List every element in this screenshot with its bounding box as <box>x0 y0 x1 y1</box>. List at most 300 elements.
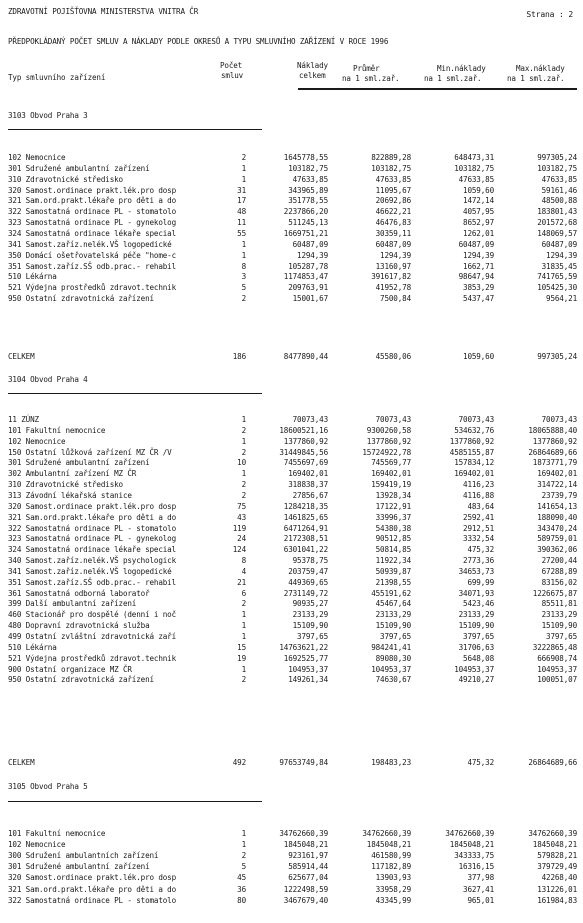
total-cost-cell: 2237866,20 <box>283 207 328 217</box>
average-cost-cell: 13903,93 <box>375 873 411 883</box>
max-cost-cell: 103182,75 <box>537 163 577 173</box>
count-cell: 6 <box>241 588 246 598</box>
min-cost-cell: 2592,41 <box>463 512 494 522</box>
total-cost-cell: 47633,85 <box>292 174 328 184</box>
total-cost-cell: 511245,13 <box>288 218 328 228</box>
table-row <box>0 674 583 685</box>
type-cell: 350 Domácí ošetřovatelská péče "home-c <box>8 250 177 260</box>
col-total-label-2: celkem <box>299 71 326 80</box>
total-cost-cell: 104953,37 <box>288 664 328 674</box>
header-rule <box>298 88 577 90</box>
table-row <box>0 861 583 872</box>
table-row <box>0 653 583 664</box>
table-row <box>0 468 583 479</box>
type-cell: 323 Samostatná ordinace PL - gynekolog <box>8 218 177 228</box>
average-cost-cell: 30359,11 <box>375 228 411 238</box>
max-cost-cell: 18065888,40 <box>528 425 577 435</box>
average-cost-cell: 54380,38 <box>375 523 411 533</box>
max-cost-cell: 997305,24 <box>537 153 577 162</box>
max-cost-cell: 201572,68 <box>537 218 577 228</box>
type-cell: 324 Samostatná ordinace lékaře special <box>8 545 177 555</box>
total-row <box>0 757 583 768</box>
total-cost-cell: 2731149,72 <box>283 588 328 598</box>
col-min-label-2: na 1 sml.zař. <box>424 74 482 83</box>
average-cost-cell: 15109,90 <box>375 621 411 631</box>
count-cell: 8 <box>241 261 246 271</box>
average-cost-cell: 11095,67 <box>375 185 411 195</box>
page-number: Strana : 2 <box>526 10 573 19</box>
max-cost-cell: 85511,81 <box>541 599 577 609</box>
count-cell: 1 <box>241 163 246 173</box>
min-cost-cell: 169402,01 <box>454 469 494 479</box>
count-cell: 4 <box>241 566 246 576</box>
average-cost-cell: 1294,39 <box>380 250 411 260</box>
total-cost-cell: 34762660,39 <box>279 829 328 838</box>
max-cost-cell: 997305,24 <box>537 352 577 361</box>
col-max-label-1: Max.náklady <box>516 64 565 73</box>
average-cost-cell: 9300260,58 <box>366 425 411 435</box>
count-cell: 31 <box>237 185 246 195</box>
average-cost-cell: 15724922,78 <box>362 447 411 457</box>
table-row <box>0 642 583 653</box>
col-total-label-1: Náklady <box>297 61 328 70</box>
max-cost-cell: 3222865,48 <box>532 642 577 652</box>
count-cell: 2 <box>241 425 246 435</box>
average-cost-cell: 13928,34 <box>375 490 411 500</box>
col-count-label-2: smluv <box>221 71 244 80</box>
min-cost-cell: 4116,23 <box>463 480 494 490</box>
col-avg-label-2: na 1 sml.zař. <box>342 74 400 83</box>
type-cell: 310 Zdravotnické středisko <box>8 480 123 490</box>
min-cost-cell: 1059,60 <box>463 352 494 361</box>
total-cost-cell: 97653749,84 <box>279 758 328 767</box>
table-row <box>0 884 583 895</box>
table-row <box>0 414 583 425</box>
average-cost-cell: 45467,64 <box>375 599 411 609</box>
total-cost-cell: 105287,78 <box>288 261 328 271</box>
table-row <box>0 293 583 304</box>
max-cost-cell: 589759,01 <box>537 534 577 544</box>
type-cell: 324 Samostatná ordinace lékaře special <box>8 228 177 238</box>
count-cell: 1 <box>241 632 246 641</box>
type-cell: 322 Samostatná ordinace PL - stomatolo <box>8 895 177 905</box>
total-row <box>0 351 583 362</box>
average-cost-cell: 41952,78 <box>375 283 411 293</box>
min-cost-cell: 157834,12 <box>454 458 494 468</box>
min-cost-cell: 104953,37 <box>454 664 494 674</box>
total-cost-cell: 449369,65 <box>288 577 328 587</box>
type-cell: 399 Další ambulantní zařízení <box>8 599 137 609</box>
total-cost-cell: 27856,67 <box>292 490 328 500</box>
total-cost-cell: 14763621,22 <box>279 642 328 652</box>
type-cell: 301 Sdružené ambulantní zařízení <box>8 458 150 468</box>
col-type-label: Typ smluvního zařízení <box>8 73 106 82</box>
min-cost-cell: 475,32 <box>467 758 494 767</box>
average-cost-cell: 745569,77 <box>371 458 411 468</box>
max-cost-cell: 67288,89 <box>541 566 577 576</box>
total-cost-cell: 351778,55 <box>288 196 328 206</box>
column-header <box>0 61 583 87</box>
min-cost-cell: 1845048,21 <box>449 840 494 850</box>
min-cost-cell: 534632,76 <box>454 425 494 435</box>
table-row <box>0 228 583 239</box>
type-cell: 101 Fakultní nemocnice <box>8 425 106 435</box>
total-cost-cell: 203759,47 <box>288 566 328 576</box>
max-cost-cell: 27200,44 <box>541 556 577 566</box>
type-cell: 313 Závodní lékařská stanice <box>8 490 132 500</box>
table-row <box>0 850 583 861</box>
total-cost-cell: 1284218,35 <box>283 501 328 511</box>
table-row <box>0 152 583 163</box>
min-cost-cell: 648473,31 <box>454 153 494 162</box>
count-cell: 2 <box>241 294 246 304</box>
table-row <box>0 479 583 490</box>
type-cell: 150 Ostatní lůžková zařízení MZ ČR /V <box>8 447 172 457</box>
min-cost-cell: 60487,09 <box>458 239 494 249</box>
count-cell: 1 <box>241 250 246 260</box>
max-cost-cell: 26864689,66 <box>528 758 577 767</box>
count-cell: 124 <box>232 545 246 555</box>
average-cost-cell: 46476,83 <box>375 218 411 228</box>
total-cost-cell: 3467679,40 <box>283 895 328 905</box>
max-cost-cell: 83156,02 <box>541 577 577 587</box>
total-cost-cell: 1669751,21 <box>283 228 328 238</box>
type-cell: 321 Sam.ord.prakt.lékaře pro děti a do <box>8 884 177 894</box>
table-row <box>0 282 583 293</box>
section-rule <box>8 393 262 394</box>
table-row <box>0 501 583 512</box>
max-cost-cell: 161984,83 <box>537 895 577 905</box>
type-cell: 320 Samost.ordinace prakt.lék.pro dosp <box>8 501 177 511</box>
table-row <box>0 609 583 620</box>
max-cost-cell: 183801,43 <box>537 207 577 217</box>
col-min-label-1: Min.náklady <box>437 64 486 73</box>
table-row <box>0 447 583 458</box>
type-cell: 351 Samost.zaříz.SŠ odb.prac.- rehabil <box>8 261 177 271</box>
min-cost-cell: 1377860,92 <box>449 436 494 446</box>
min-cost-cell: 103182,75 <box>454 163 494 173</box>
total-cost-cell: 923161,97 <box>288 851 328 861</box>
total-cost-cell: 15001,67 <box>292 294 328 304</box>
table-row <box>0 163 583 174</box>
min-cost-cell: 343333,75 <box>454 851 494 861</box>
type-cell: 340 Samost.zaříz.nelék.VŠ psychologick <box>8 556 177 566</box>
min-cost-cell: 49210,27 <box>458 675 494 685</box>
count-cell: 19 <box>237 653 246 663</box>
max-cost-cell: 34762660,39 <box>528 829 577 838</box>
table-row <box>0 566 583 577</box>
max-cost-cell: 169402,01 <box>537 469 577 479</box>
count-cell: 2 <box>241 599 246 609</box>
type-cell: 341 Samost.zaříz.nelék.VŠ logopedické <box>8 566 172 576</box>
type-cell: 499 Ostatní zvláštní zdravotnická zaří <box>8 632 177 641</box>
min-cost-cell: 699,99 <box>467 577 494 587</box>
average-cost-cell: 455191,62 <box>371 588 411 598</box>
table-row <box>0 217 583 228</box>
average-cost-cell: 23133,29 <box>375 610 411 620</box>
max-cost-cell: 148069,57 <box>537 228 577 238</box>
min-cost-cell: 3797,65 <box>463 632 494 641</box>
table-row <box>0 512 583 523</box>
type-cell: 320 Samost.ordinace prakt.lék.pro dosp <box>8 185 177 195</box>
max-cost-cell: 48500,88 <box>541 196 577 206</box>
count-cell: 186 <box>232 352 246 361</box>
max-cost-cell: 100051,07 <box>537 675 577 685</box>
count-cell: 8 <box>241 556 246 566</box>
min-cost-cell: 1059,60 <box>463 185 494 195</box>
min-cost-cell: 2773,36 <box>463 556 494 566</box>
total-cost-cell: 103182,75 <box>288 163 328 173</box>
table-row <box>0 239 583 250</box>
average-cost-cell: 169402,01 <box>371 469 411 479</box>
min-cost-cell: 2912,51 <box>463 523 494 533</box>
average-cost-cell: 33996,37 <box>375 512 411 522</box>
type-cell: 521 Výdejna prostředků zdravot.technik <box>8 283 177 293</box>
type-cell: 320 Samost.ordinace prakt.lék.pro dosp <box>8 873 177 883</box>
max-cost-cell: 3797,65 <box>546 632 577 641</box>
average-cost-cell: 13160,97 <box>375 261 411 271</box>
count-cell: 1 <box>241 840 246 850</box>
total-cost-cell: 585914,44 <box>288 862 328 872</box>
count-cell: 15 <box>237 642 246 652</box>
average-cost-cell: 60487,09 <box>375 239 411 249</box>
section-title: 3104 Obvod Praha 4 <box>8 375 88 384</box>
max-cost-cell: 141654,13 <box>537 501 577 511</box>
max-cost-cell: 379729,49 <box>537 862 577 872</box>
type-cell: 102 Nemocnice <box>8 436 66 446</box>
max-cost-cell: 70073,43 <box>541 415 577 424</box>
type-cell: 460 Stacionář pro dospělé (denní i noč <box>8 610 177 620</box>
count-cell: 2 <box>241 447 246 457</box>
count-cell: 48 <box>237 207 246 217</box>
type-cell: 361 Samostatná odborná laboratoř <box>8 588 150 598</box>
min-cost-cell: 3627,41 <box>463 884 494 894</box>
table-row <box>0 895 583 906</box>
max-cost-cell: 26864689,66 <box>528 447 577 457</box>
min-cost-cell: 5648,08 <box>463 653 494 663</box>
average-cost-cell: 1377860,92 <box>366 436 411 446</box>
count-cell: 17 <box>237 196 246 206</box>
average-cost-cell: 1845048,21 <box>366 840 411 850</box>
max-cost-cell: 1294,39 <box>546 250 577 260</box>
table-row <box>0 261 583 272</box>
type-cell: 300 Sdružení ambulantních zařízení <box>8 851 159 861</box>
min-cost-cell: 98647,94 <box>458 272 494 282</box>
count-cell: 119 <box>232 523 246 533</box>
average-cost-cell: 50939,87 <box>375 566 411 576</box>
col-count-label-1: Počet <box>220 61 243 70</box>
type-cell: 950 Ostatní zdravotnická zařízení <box>8 294 154 304</box>
average-cost-cell: 11922,34 <box>375 556 411 566</box>
total-cost-cell: 8477890,44 <box>283 352 328 361</box>
total-label: CELKEM <box>8 352 35 361</box>
min-cost-cell: 34071,93 <box>458 588 494 598</box>
type-cell: 302 Ambulantní zařízení MZ ČR <box>8 469 137 479</box>
max-cost-cell: 131226,01 <box>537 884 577 894</box>
table-row <box>0 490 583 501</box>
type-cell: 102 Nemocnice <box>8 840 66 850</box>
type-cell: 351 Samost.zaříz.SŠ odb.prac.- rehabil <box>8 577 177 587</box>
average-cost-cell: 461580,99 <box>371 851 411 861</box>
total-cost-cell: 1222498,59 <box>283 884 328 894</box>
min-cost-cell: 4057,95 <box>463 207 494 217</box>
table-row <box>0 631 583 642</box>
min-cost-cell: 47633,85 <box>458 174 494 184</box>
section-rule <box>8 129 262 130</box>
max-cost-cell: 1226675,87 <box>532 588 577 598</box>
min-cost-cell: 34762660,39 <box>445 829 494 838</box>
min-cost-cell: 15109,90 <box>458 621 494 631</box>
average-cost-cell: 70073,43 <box>375 415 411 424</box>
total-label: CELKEM <box>8 758 35 767</box>
type-cell: 510 Lékárna <box>8 642 57 652</box>
min-cost-cell: 3332,54 <box>463 534 494 544</box>
table-row <box>0 271 583 282</box>
average-cost-cell: 17122,91 <box>375 501 411 511</box>
col-avg-label-1: Průměr <box>353 64 380 73</box>
table-row <box>0 598 583 609</box>
type-cell: 101 Fakultní nemocnice <box>8 829 106 838</box>
total-cost-cell: 18600521,16 <box>279 425 328 435</box>
type-cell: 323 Samostatná ordinace PL - gynekolog <box>8 534 177 544</box>
total-cost-cell: 1645778,55 <box>283 153 328 162</box>
count-cell: 1 <box>241 415 246 424</box>
total-cost-cell: 1174853,47 <box>283 272 328 282</box>
min-cost-cell: 1662,71 <box>463 261 494 271</box>
min-cost-cell: 4585155,87 <box>449 447 494 457</box>
average-cost-cell: 50814,85 <box>375 545 411 555</box>
table-row <box>0 620 583 631</box>
type-cell: 102 Nemocnice <box>8 153 66 162</box>
average-cost-cell: 90512,85 <box>375 534 411 544</box>
table-row <box>0 250 583 261</box>
min-cost-cell: 70073,43 <box>458 415 494 424</box>
count-cell: 5 <box>241 283 246 293</box>
total-cost-cell: 625677,04 <box>288 873 328 883</box>
max-cost-cell: 188090,40 <box>537 512 577 522</box>
average-cost-cell: 984241,41 <box>371 642 411 652</box>
max-cost-cell: 15109,90 <box>541 621 577 631</box>
table-row <box>0 588 583 599</box>
average-cost-cell: 47633,85 <box>375 174 411 184</box>
count-cell: 2 <box>241 675 246 685</box>
max-cost-cell: 60487,09 <box>541 239 577 249</box>
table-row <box>0 425 583 436</box>
max-cost-cell: 59161,46 <box>541 185 577 195</box>
count-cell: 1 <box>241 829 246 838</box>
max-cost-cell: 23739,79 <box>541 490 577 500</box>
min-cost-cell: 4116,88 <box>463 490 494 500</box>
min-cost-cell: 5423,46 <box>463 599 494 609</box>
min-cost-cell: 16316,15 <box>458 862 494 872</box>
total-cost-cell: 23133,29 <box>292 610 328 620</box>
count-cell: 1 <box>241 436 246 446</box>
min-cost-cell: 483,64 <box>467 501 494 511</box>
type-cell: 301 Sdružené ambulantní zařízení <box>8 163 150 173</box>
total-cost-cell: 7455697,69 <box>283 458 328 468</box>
table-row <box>0 523 583 534</box>
table-row <box>0 872 583 883</box>
report-title: PŘEDPOKLÁDANÝ POČET SMLUV A NÁKLADY PODLE OKRESŮ A TYPU SMLUVNÍHO ZAŘÍZENÍ V ROCE 1996 <box>8 37 389 46</box>
type-cell: 480 Dopravní zdravotnická služba <box>8 621 150 631</box>
max-cost-cell: 47633,85 <box>541 174 577 184</box>
max-cost-cell: 42268,40 <box>541 873 577 883</box>
type-cell: 11 ZÚNZ <box>8 415 39 424</box>
average-cost-cell: 103182,75 <box>371 163 411 173</box>
table-row <box>0 185 583 196</box>
max-cost-cell: 1377860,92 <box>532 436 577 446</box>
total-cost-cell: 31449845,56 <box>279 447 328 457</box>
count-cell: 75 <box>237 501 246 511</box>
count-cell: 43 <box>237 512 246 522</box>
max-cost-cell: 1845048,21 <box>532 840 577 850</box>
min-cost-cell: 1472,14 <box>463 196 494 206</box>
average-cost-cell: 117182,89 <box>371 862 411 872</box>
count-cell: 1 <box>241 469 246 479</box>
total-cost-cell: 149261,34 <box>288 675 328 685</box>
total-cost-cell: 70073,43 <box>292 415 328 424</box>
total-cost-cell: 1692525,77 <box>283 653 328 663</box>
min-cost-cell: 8652,97 <box>463 218 494 228</box>
count-cell: 24 <box>237 534 246 544</box>
total-cost-cell: 1294,39 <box>297 250 328 260</box>
average-cost-cell: 159419,19 <box>371 480 411 490</box>
section-rule <box>8 801 262 802</box>
max-cost-cell: 741765,59 <box>537 272 577 282</box>
min-cost-cell: 5437,47 <box>463 294 494 304</box>
min-cost-cell: 3853,29 <box>463 283 494 293</box>
type-cell: 322 Samostatná ordinace PL - stomatolo <box>8 207 177 217</box>
total-cost-cell: 1377860,92 <box>283 436 328 446</box>
count-cell: 21 <box>237 577 246 587</box>
count-cell: 1 <box>241 664 246 674</box>
count-cell: 80 <box>237 895 246 905</box>
count-cell: 36 <box>237 884 246 894</box>
count-cell: 492 <box>232 758 246 767</box>
average-cost-cell: 74630,67 <box>375 675 411 685</box>
average-cost-cell: 89080,30 <box>375 653 411 663</box>
average-cost-cell: 822889,28 <box>371 153 411 162</box>
count-cell: 2 <box>241 490 246 500</box>
min-cost-cell: 1294,39 <box>463 250 494 260</box>
count-cell: 1 <box>241 621 246 631</box>
total-cost-cell: 1461825,65 <box>283 512 328 522</box>
total-cost-cell: 2172308,51 <box>283 534 328 544</box>
col-max-label-2: na 1 sml.zař. <box>507 74 565 83</box>
total-cost-cell: 209763,91 <box>288 283 328 293</box>
average-cost-cell: 43345,99 <box>375 895 411 905</box>
table-row <box>0 555 583 566</box>
average-cost-cell: 7500,84 <box>380 294 411 304</box>
average-cost-cell: 46622,21 <box>375 207 411 217</box>
count-cell: 55 <box>237 228 246 238</box>
min-cost-cell: 377,98 <box>467 873 494 883</box>
total-cost-cell: 3797,65 <box>297 632 328 641</box>
average-cost-cell: 33958,29 <box>375 884 411 894</box>
type-cell: 321 Sam.ord.prakt.lékaře pro děti a do <box>8 512 177 522</box>
type-cell: 900 Ostatní organizace MZ ČR <box>8 664 132 674</box>
min-cost-cell: 1262,01 <box>463 228 494 238</box>
average-cost-cell: 198483,23 <box>371 758 411 767</box>
table-row <box>0 828 583 839</box>
max-cost-cell: 105425,30 <box>537 283 577 293</box>
max-cost-cell: 23133,29 <box>541 610 577 620</box>
min-cost-cell: 965,01 <box>467 895 494 905</box>
average-cost-cell: 45580,06 <box>375 352 411 361</box>
min-cost-cell: 475,32 <box>467 545 494 555</box>
count-cell: 2 <box>241 851 246 861</box>
max-cost-cell: 31835,45 <box>541 261 577 271</box>
